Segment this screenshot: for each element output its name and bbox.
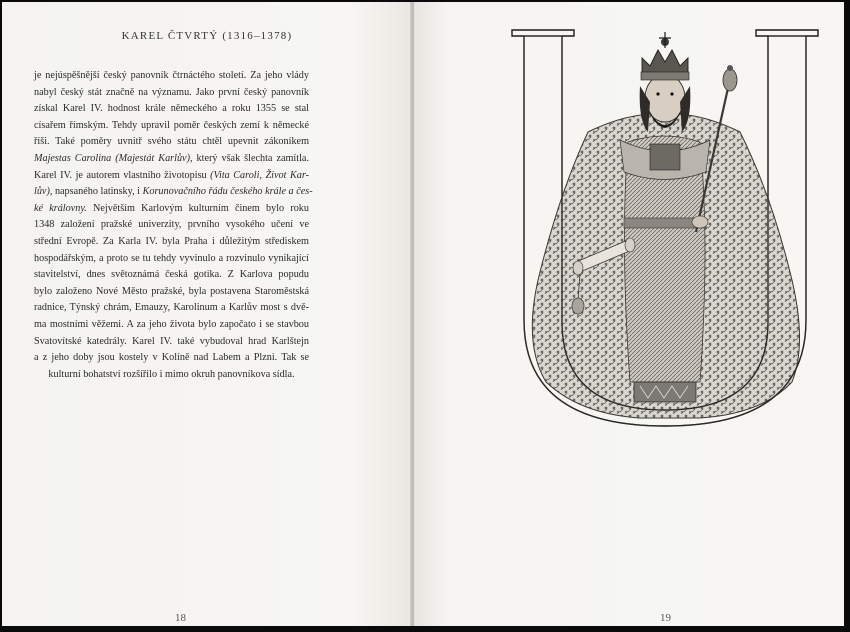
running-head: KAREL ČTVRTÝ (1316–1378) <box>121 30 293 42</box>
text-line <box>34 284 309 301</box>
text-line <box>34 151 309 168</box>
text-line <box>34 118 309 135</box>
text-run: a z jeho doby jsou kostely v Kolíně nad Labem a Plzni. Tak se <box>34 352 309 364</box>
italic-text: Korunovačního řádu českého krále a čes- <box>142 186 313 198</box>
text-line <box>34 201 309 218</box>
text-run: Svatovítské katedrály. Karel IV. také vybudoval hrad Karlštejn <box>34 335 309 347</box>
text-line <box>34 300 309 317</box>
text-line <box>34 168 309 185</box>
text-line <box>34 317 309 334</box>
text-run: říši. Také poměry uvnitř svého státu chtěl upevnit zákoníkem <box>34 136 309 148</box>
text-line <box>34 350 309 367</box>
text-run: , napsaného latinsky, i <box>49 186 143 198</box>
text-line <box>34 367 309 384</box>
text-run: radnice, Týnský chrám, Emauzy, Karolinum a Karlův most s dvě- <box>34 302 309 314</box>
text-line <box>34 251 309 268</box>
text-run: císařem římským. Tehdy upravil poměr českých zemí k německé <box>34 119 309 131</box>
text-run: stavitelství, dnes světoznámá česká gotika. Z Karlova popudu <box>34 269 309 281</box>
text-run: získal Karel IV. hodnost krále německého a roku 1355 se stal <box>34 103 309 115</box>
text-line <box>34 234 309 251</box>
italic-text: Majestas Carolina (Majestát Karlův) <box>34 152 190 164</box>
text-run: bylo založeno Nové Město pražské, byla postavena Staroměstská <box>34 285 309 297</box>
italic-text: lův) <box>34 186 50 198</box>
text-run: střední Evropě. Za Karla IV. byla Praha i důležitým střediskem <box>34 235 309 247</box>
text-run: hospodářským, a proto se tu tehdy vyvinulo a rozvinulo vynikající <box>34 252 309 264</box>
initial-letter-U-with-crowned-emperor-icon <box>500 22 830 432</box>
text-run: nabyl český stát značně na významu. Jako první český panovník <box>34 86 309 98</box>
italic-text: ké královny. <box>34 202 87 214</box>
left-page <box>2 2 412 626</box>
text-run: , který však šlechta zamítla. <box>189 152 309 164</box>
page-number-left: 18 <box>175 612 186 624</box>
page-number-right: 19 <box>660 612 671 624</box>
text-line <box>34 334 309 351</box>
text-run: 1348 založení pražské univerzity, prvního vysokého učení ve <box>34 219 309 231</box>
body-text <box>34 68 313 383</box>
text-line <box>34 68 309 85</box>
text-run: ma mostními věžemi. A za jeho života bylo započato i se stavbou <box>34 318 309 330</box>
text-run: Karel IV. je autorem vlastního životopisu <box>34 169 211 181</box>
text-run: kulturní bohatství rozšířilo i mimo okruh panovníkova sídla. <box>48 368 295 380</box>
italic-text: (Vita Caroli, Život Kar- <box>210 169 309 181</box>
text-run: je nejúspěšnější český panovník čtrnáctého století. Za jeho vlády <box>34 70 309 81</box>
text-line <box>34 101 309 118</box>
text-line <box>34 184 313 201</box>
text-line <box>34 267 309 284</box>
text-line <box>34 134 309 151</box>
text-run: Největším Karlovým kulturním činem bylo roku <box>86 202 309 214</box>
text-line <box>34 85 309 102</box>
text-line <box>34 217 309 234</box>
